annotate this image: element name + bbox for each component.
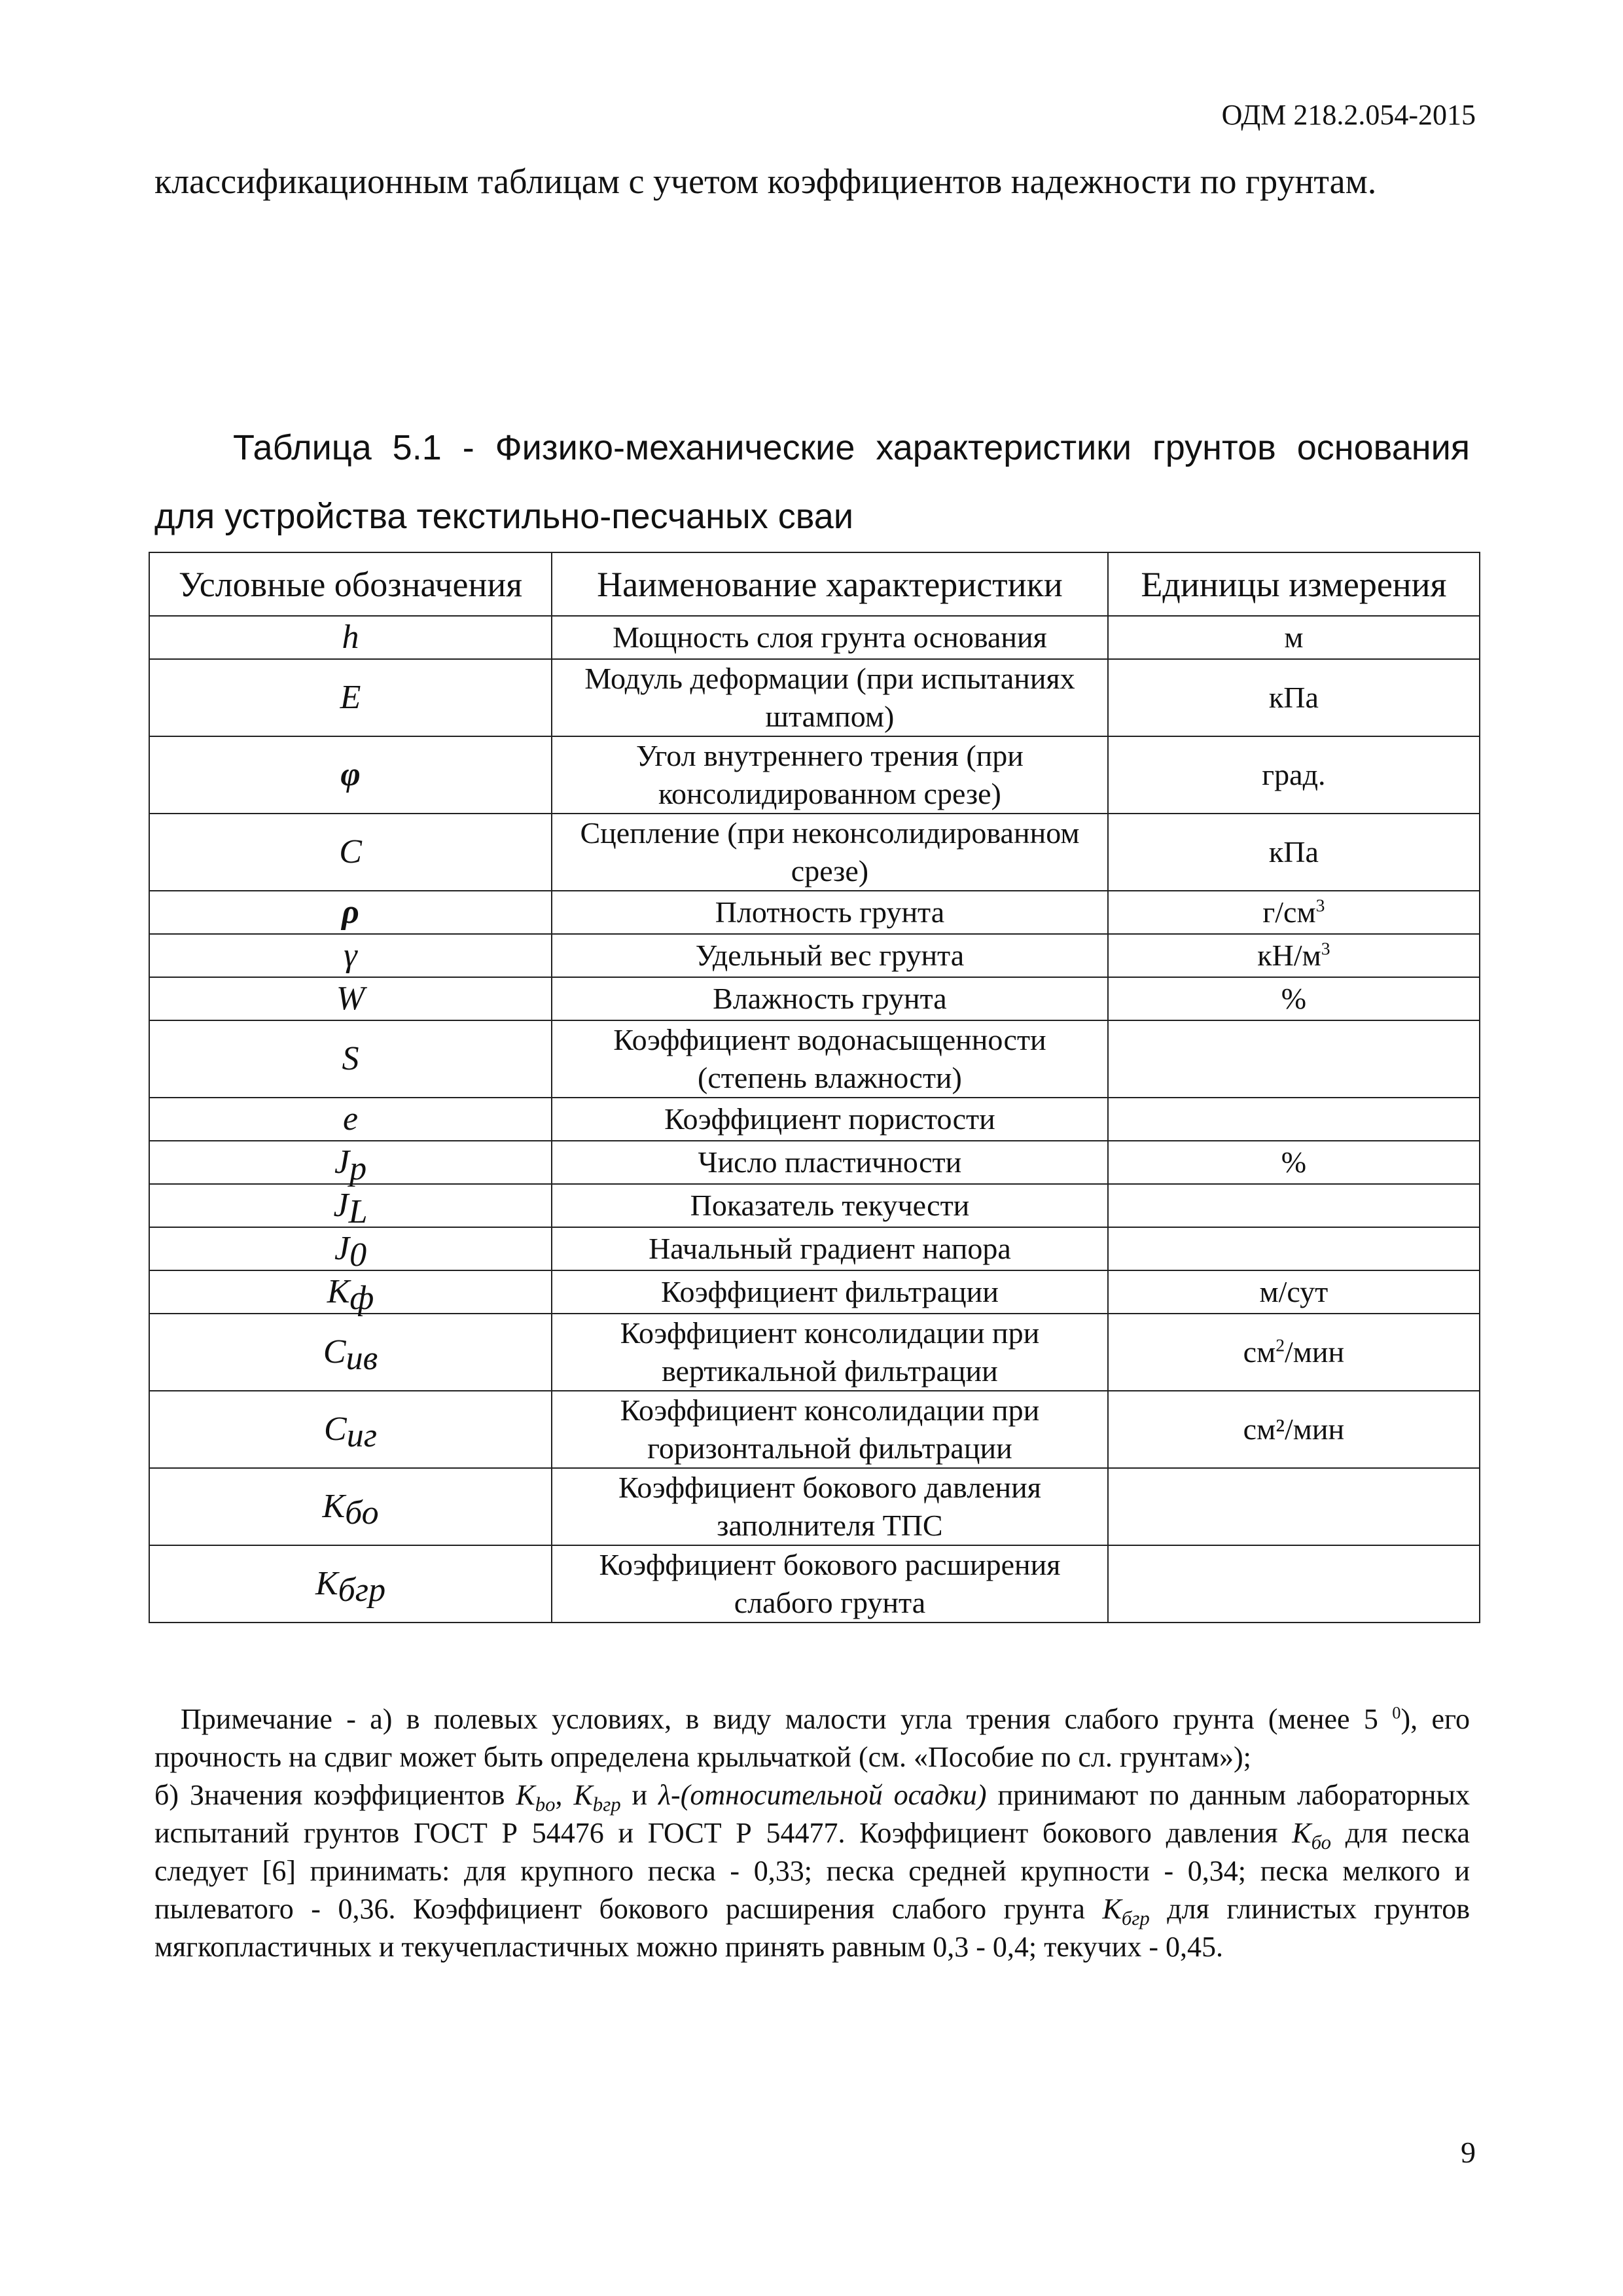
cell-unit: % [1108, 977, 1480, 1020]
cell-symbol: h [149, 616, 552, 659]
cell-unit [1108, 1184, 1480, 1227]
table-row [149, 891, 1480, 934]
cell-symbol: γ [149, 934, 552, 977]
cell-unit: м/сут [1108, 1270, 1480, 1314]
cell-unit: $кН/м^3$ [1108, 934, 1480, 977]
cell-unit: град. [1108, 736, 1480, 814]
cell-symbol: C [149, 814, 552, 891]
cell-symbol: $K_{бгр}$ [149, 1545, 552, 1623]
table-row [149, 1020, 1480, 1098]
cell-name: Коэффициент водонасыщенности (степень влажности) [552, 1020, 1108, 1098]
table-row [149, 1391, 1480, 1468]
cell-unit: кПа [1108, 659, 1480, 736]
table-row [149, 736, 1480, 814]
table-row [149, 1141, 1480, 1184]
cell-unit [1108, 1545, 1480, 1623]
cell-symbol: $J_p$ [149, 1141, 552, 1184]
cell-name: Коэффициент консолидации при горизонтальной фильтрации [552, 1391, 1108, 1468]
table-row [149, 1184, 1480, 1227]
cell-name: Коэффициент бокового давления заполнителя ТПС [552, 1468, 1108, 1545]
table-row [149, 1314, 1480, 1391]
cell-unit [1108, 1098, 1480, 1141]
cell-name: Начальный градиент напора [552, 1227, 1108, 1270]
cell-name: Число пластичности [552, 1141, 1108, 1184]
cell-unit [1108, 1468, 1480, 1545]
intro-paragraph: классификационным таблицам с учетом коэффициентов надежности по грунтам. [154, 162, 1377, 201]
cell-symbol: $K_ф$ [149, 1270, 552, 1314]
header-unit: Единицы измерения [1108, 552, 1480, 616]
table-row [149, 659, 1480, 736]
table-row [149, 934, 1480, 977]
cell-unit: $г/см^3$ [1108, 891, 1480, 934]
table-body [149, 616, 1480, 1623]
note-a: Примечание - а) в полевых условиях, в виду малости угла трения слабого грунта (менее 5 $^0$), его прочность на сдвиг может быть определена крыльчаткой (см. «Пособие по сл. грунтам»); [154, 1702, 1470, 1773]
cell-symbol: W [149, 977, 552, 1020]
cell-symbol: e [149, 1098, 552, 1141]
table-row [149, 1098, 1480, 1141]
cell-name: Плотность грунта [552, 891, 1108, 934]
table-row [149, 616, 1480, 659]
header-symbol: Условные обозначения [149, 552, 552, 616]
table-row [149, 1270, 1480, 1314]
cell-name: Коэффициент фильтрации [552, 1270, 1108, 1314]
cell-symbol: S [149, 1020, 552, 1098]
table-row [149, 814, 1480, 891]
cell-name: Удельный вес грунта [552, 934, 1108, 977]
cell-unit: см²/мин [1108, 1391, 1480, 1468]
header-name: Наименование характеристики [552, 552, 1108, 616]
cell-unit [1108, 1227, 1480, 1270]
cell-name: Влажность грунта [552, 977, 1108, 1020]
cell-symbol: $J_L$ [149, 1184, 552, 1227]
cell-name: Модуль деформации (при испытаниях штампом) [552, 659, 1108, 736]
document-code: ОДМ 218.2.054-2015 [1221, 99, 1476, 131]
cell-name: Мощность слоя грунта основания [552, 616, 1108, 659]
cell-symbol: $C_{иг}$ [149, 1391, 552, 1468]
cell-symbol: $C_{ив}$ [149, 1314, 552, 1391]
page-number: 9 [1461, 2136, 1476, 2169]
cell-name: Коэффициент бокового расширения слабого грунта [552, 1545, 1108, 1623]
cell-unit: $см^2$/мин [1108, 1314, 1480, 1391]
soil-characteristics-table [149, 552, 1480, 1623]
cell-unit: кПа [1108, 814, 1480, 891]
table-note [154, 1700, 1470, 1966]
cell-symbol: φ [149, 736, 552, 814]
cell-name: Угол внутреннего трения (при консолидированном срезе) [552, 736, 1108, 814]
table-row [149, 1227, 1480, 1270]
cell-symbol: E [149, 659, 552, 736]
cell-name: Коэффициент консолидации при вертикальной фильтрации [552, 1314, 1108, 1391]
table-header-row [149, 552, 1480, 616]
table-row [149, 977, 1480, 1020]
cell-unit [1108, 1020, 1480, 1098]
table-caption: Таблица 5.1 - Физико-механические характеристики грунтов основания для устройства текстильно-песчаных сваи [154, 428, 1470, 536]
note-b: б) Значения коэффициентов $K_{bo}$, $K_{bгр}$ и λ-(относительной осадки) принимают по данным лабораторных испытаний грунтов ГОСТ Р 54476 и ГОСТ Р 54477. Коэффициент бокового давления $K_{бо}$ для песка следует [6] принимать: для крупного песка - 0,33; песка средней крупности - 0,34; песка мелкого и пылеватого - 0,36. Коэффициент бокового расширения слабого грунта $K_{бгр}$ для глинистых грунтов мягкопластичных и текучепластичных можно принять равным 0,3 - 0,4; текучих - 0,45. [154, 1779, 1471, 1963]
cell-symbol: $J_0$ [149, 1227, 552, 1270]
cell-name: Сцепление (при неконсолидированном срезе) [552, 814, 1108, 891]
cell-symbol: $K_{бо}$ [149, 1468, 552, 1545]
cell-unit: м [1108, 616, 1480, 659]
cell-symbol: ρ [149, 891, 552, 934]
cell-name: Коэффициент пористости [552, 1098, 1108, 1141]
table-row [149, 1468, 1480, 1545]
cell-name: Показатель текучести [552, 1184, 1108, 1227]
table-row [149, 1545, 1480, 1623]
cell-unit: % [1108, 1141, 1480, 1184]
